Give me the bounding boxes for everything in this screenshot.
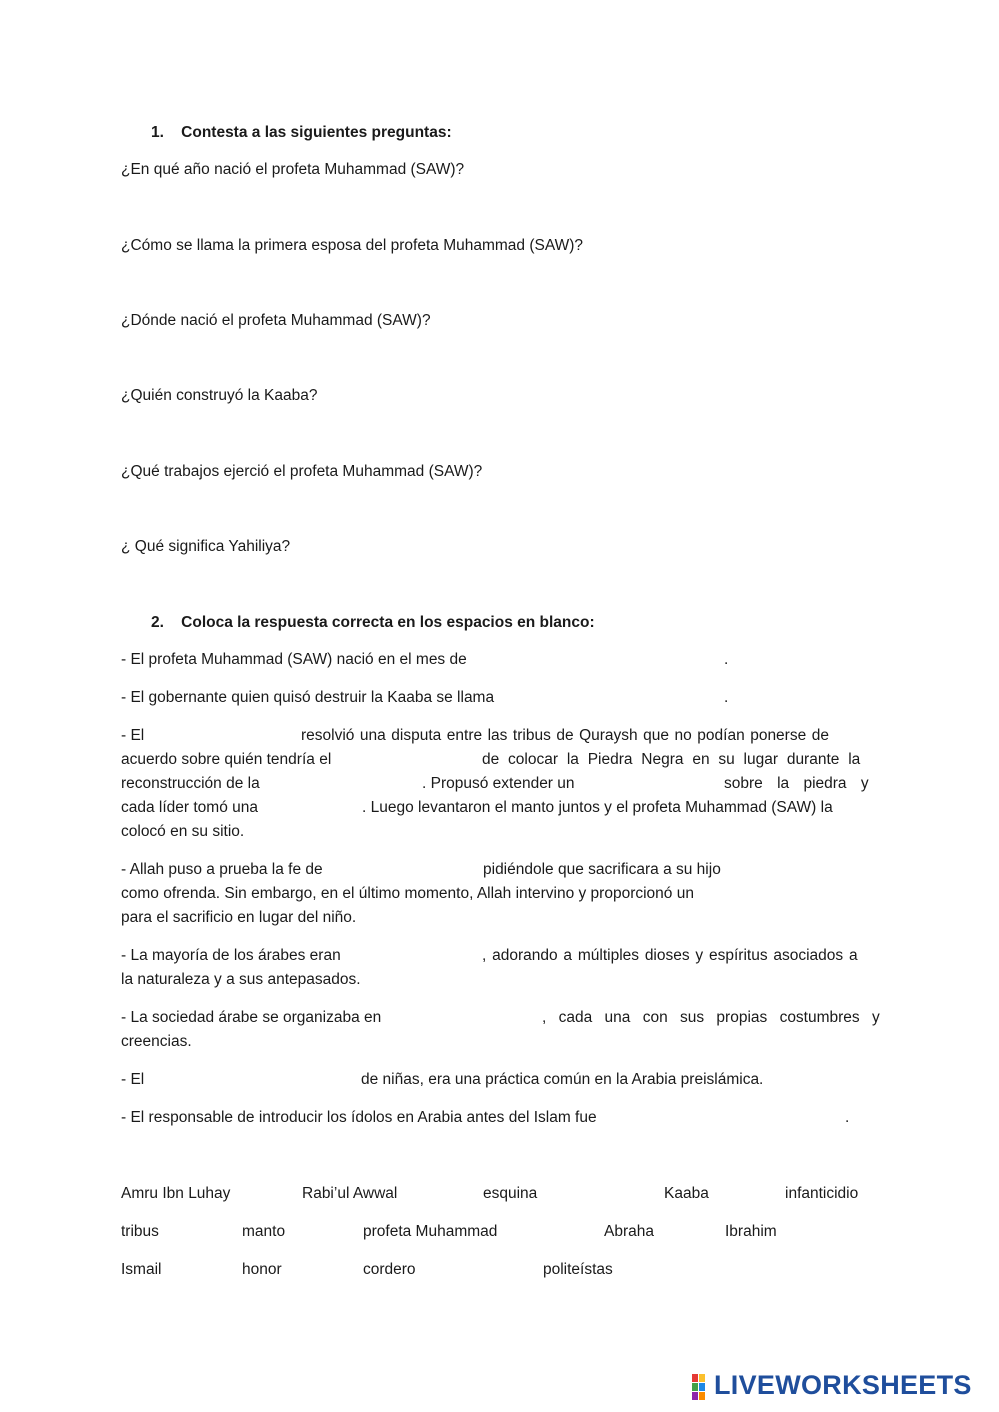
question-3: ¿Dónde nació el profeta Muhammad (SAW)? (121, 312, 431, 329)
sentence-5-line-1 (121, 947, 877, 969)
blank-4[interactable] (357, 751, 477, 771)
word-honor[interactable]: honor (242, 1261, 282, 1278)
question-4: ¿Quién construyó la Kaaba? (121, 387, 318, 404)
blank-8[interactable] (345, 861, 475, 881)
sentence-3-l5: colocó en su sitio. (121, 823, 245, 840)
blank-6[interactable] (593, 775, 718, 795)
sentence-3-l4b: . Luego levantaron el manto juntos y el profeta Muhammad (SAW) la (362, 799, 833, 816)
blank-3[interactable] (151, 727, 296, 747)
word-esquina[interactable]: esquina (483, 1185, 538, 1202)
sentence-7-text-a: - El (121, 1071, 145, 1088)
sentence-3-l3a: reconstrucción de la (121, 775, 260, 792)
sentence-3-l2a: acuerdo sobre quién tendría el (121, 751, 332, 768)
word-manto[interactable]: manto (242, 1223, 286, 1240)
word-rabiul-awwal[interactable]: Rabi’ul Awwal (302, 1185, 398, 1202)
sentence-6-l2: creencias. (121, 1033, 192, 1050)
word-infanticidio[interactable]: infanticidio (785, 1185, 859, 1202)
sentence-5-l1a: - La mayoría de los árabes eran (121, 947, 341, 964)
sentence-4-l3: para el sacrificio en lugar del niño. (121, 909, 357, 926)
word-profeta-muhammad[interactable]: profeta Muhammad (363, 1223, 498, 1240)
blank-7[interactable] (276, 799, 361, 819)
section2-heading: 2. Coloca la respuesta correcta en los espacios en blanco: (151, 614, 595, 631)
sentence-8-text-b: . (845, 1109, 850, 1126)
sentence-6-l1b: , cada una con sus propias costumbres y (542, 1009, 880, 1026)
sentence-3-l3b: . Propusó extender un (422, 775, 575, 792)
sentence-3-l1b: resolvió una disputa entre las tribus de Quraysh que no podían ponerse de (301, 727, 829, 744)
logo-text: LIVEWORKSHEETS (714, 1370, 972, 1400)
blank-13[interactable] (157, 1071, 357, 1091)
word-ibrahim[interactable]: Ibrahim (725, 1223, 777, 1240)
word-tribus[interactable]: tribus (121, 1223, 159, 1240)
sentence-3-line-3 (121, 775, 877, 797)
sentence-4-l2: como ofrenda. Sin embargo, en el último momento, Allah intervino y proporcionó un (121, 885, 694, 902)
blank-10[interactable] (758, 885, 873, 905)
sentence-1-text-a: - El profeta Muhammad (SAW) nació en el mes de (121, 651, 467, 668)
sentence-6-line-2 (121, 1033, 877, 1055)
question-2: ¿Cómo se llama la primera esposa del profeta Muhammad (SAW)? (121, 237, 584, 254)
logo-mark-icon (692, 1374, 712, 1400)
sentence-8 (121, 1109, 877, 1131)
sentence-4-l1b: pidiéndole que sacrificara a su hijo (483, 861, 721, 878)
word-politeistas[interactable]: politeístas (543, 1261, 613, 1278)
sentence-4-line-3 (121, 909, 877, 931)
sentence-2-text-a: - El gobernante quien quisó destruir la Kaaba se llama (121, 689, 495, 706)
question-5: ¿Qué trabajos ejerció el profeta Muhammad (SAW)? (121, 463, 483, 480)
sentence-4-line-2 (121, 885, 877, 907)
word-abraha[interactable]: Abraha (604, 1223, 654, 1240)
sentence-8-text-a: - El responsable de introducir los ídolos en Arabia antes del Islam fue (121, 1109, 597, 1126)
sentence-3-l4a: cada líder tomó una (121, 799, 259, 816)
sentence-1-text-b: . (724, 651, 729, 668)
blank-12[interactable] (401, 1009, 536, 1029)
sentence-3-l2b: de colocar la Piedra Negra en su lugar durante la (482, 751, 861, 768)
blank-2[interactable] (529, 689, 719, 709)
word-kaaba[interactable]: Kaaba (664, 1185, 709, 1202)
sentence-3-line-2 (121, 751, 877, 773)
blank-9[interactable] (746, 861, 871, 881)
sentence-4-line-1 (121, 861, 877, 883)
word-cordero[interactable]: cordero (363, 1261, 416, 1278)
sentence-4-l1a: - Allah puso a prueba la fe de (121, 861, 323, 878)
sentence-2 (121, 689, 877, 711)
blank-1[interactable] (501, 651, 721, 671)
sentence-6-l1a: - La sociedad árabe se organizaba en (121, 1009, 382, 1026)
blank-5[interactable] (279, 775, 419, 795)
word-amru-ibn-luhay[interactable]: Amru Ibn Luhay (121, 1185, 231, 1202)
blank-14[interactable] (637, 1109, 837, 1129)
sentence-5-l1b: , adorando a múltiples dioses y espíritus asociados a (482, 947, 858, 964)
question-1: ¿En qué año nació el profeta Muhammad (SAW)? (121, 161, 465, 178)
sentence-3-line-1 (121, 727, 877, 749)
sentence-3-l3c: sobre la piedra y (724, 775, 869, 792)
sentence-5-l2: la naturaleza y a sus antepasados. (121, 971, 361, 988)
sentence-5-line-2 (121, 971, 877, 993)
sentence-2-text-b: . (724, 689, 729, 706)
sentence-1 (121, 651, 877, 673)
sentence-7 (121, 1071, 877, 1093)
sentence-3-line-4 (121, 799, 877, 821)
sentence-6-line-1 (121, 1009, 880, 1031)
question-6: ¿ Qué significa Yahiliya? (121, 538, 291, 555)
blank-11[interactable] (359, 947, 479, 967)
sentence-3-l1a: - El (121, 727, 145, 744)
word-ismail[interactable]: Ismail (121, 1261, 162, 1278)
sentence-3-line-5 (121, 823, 877, 845)
sentence-7-text-b: de niñas, era una práctica común en la Arabia preislámica. (361, 1071, 764, 1088)
section1-heading: 1. Contesta a las siguientes preguntas: (151, 124, 452, 141)
